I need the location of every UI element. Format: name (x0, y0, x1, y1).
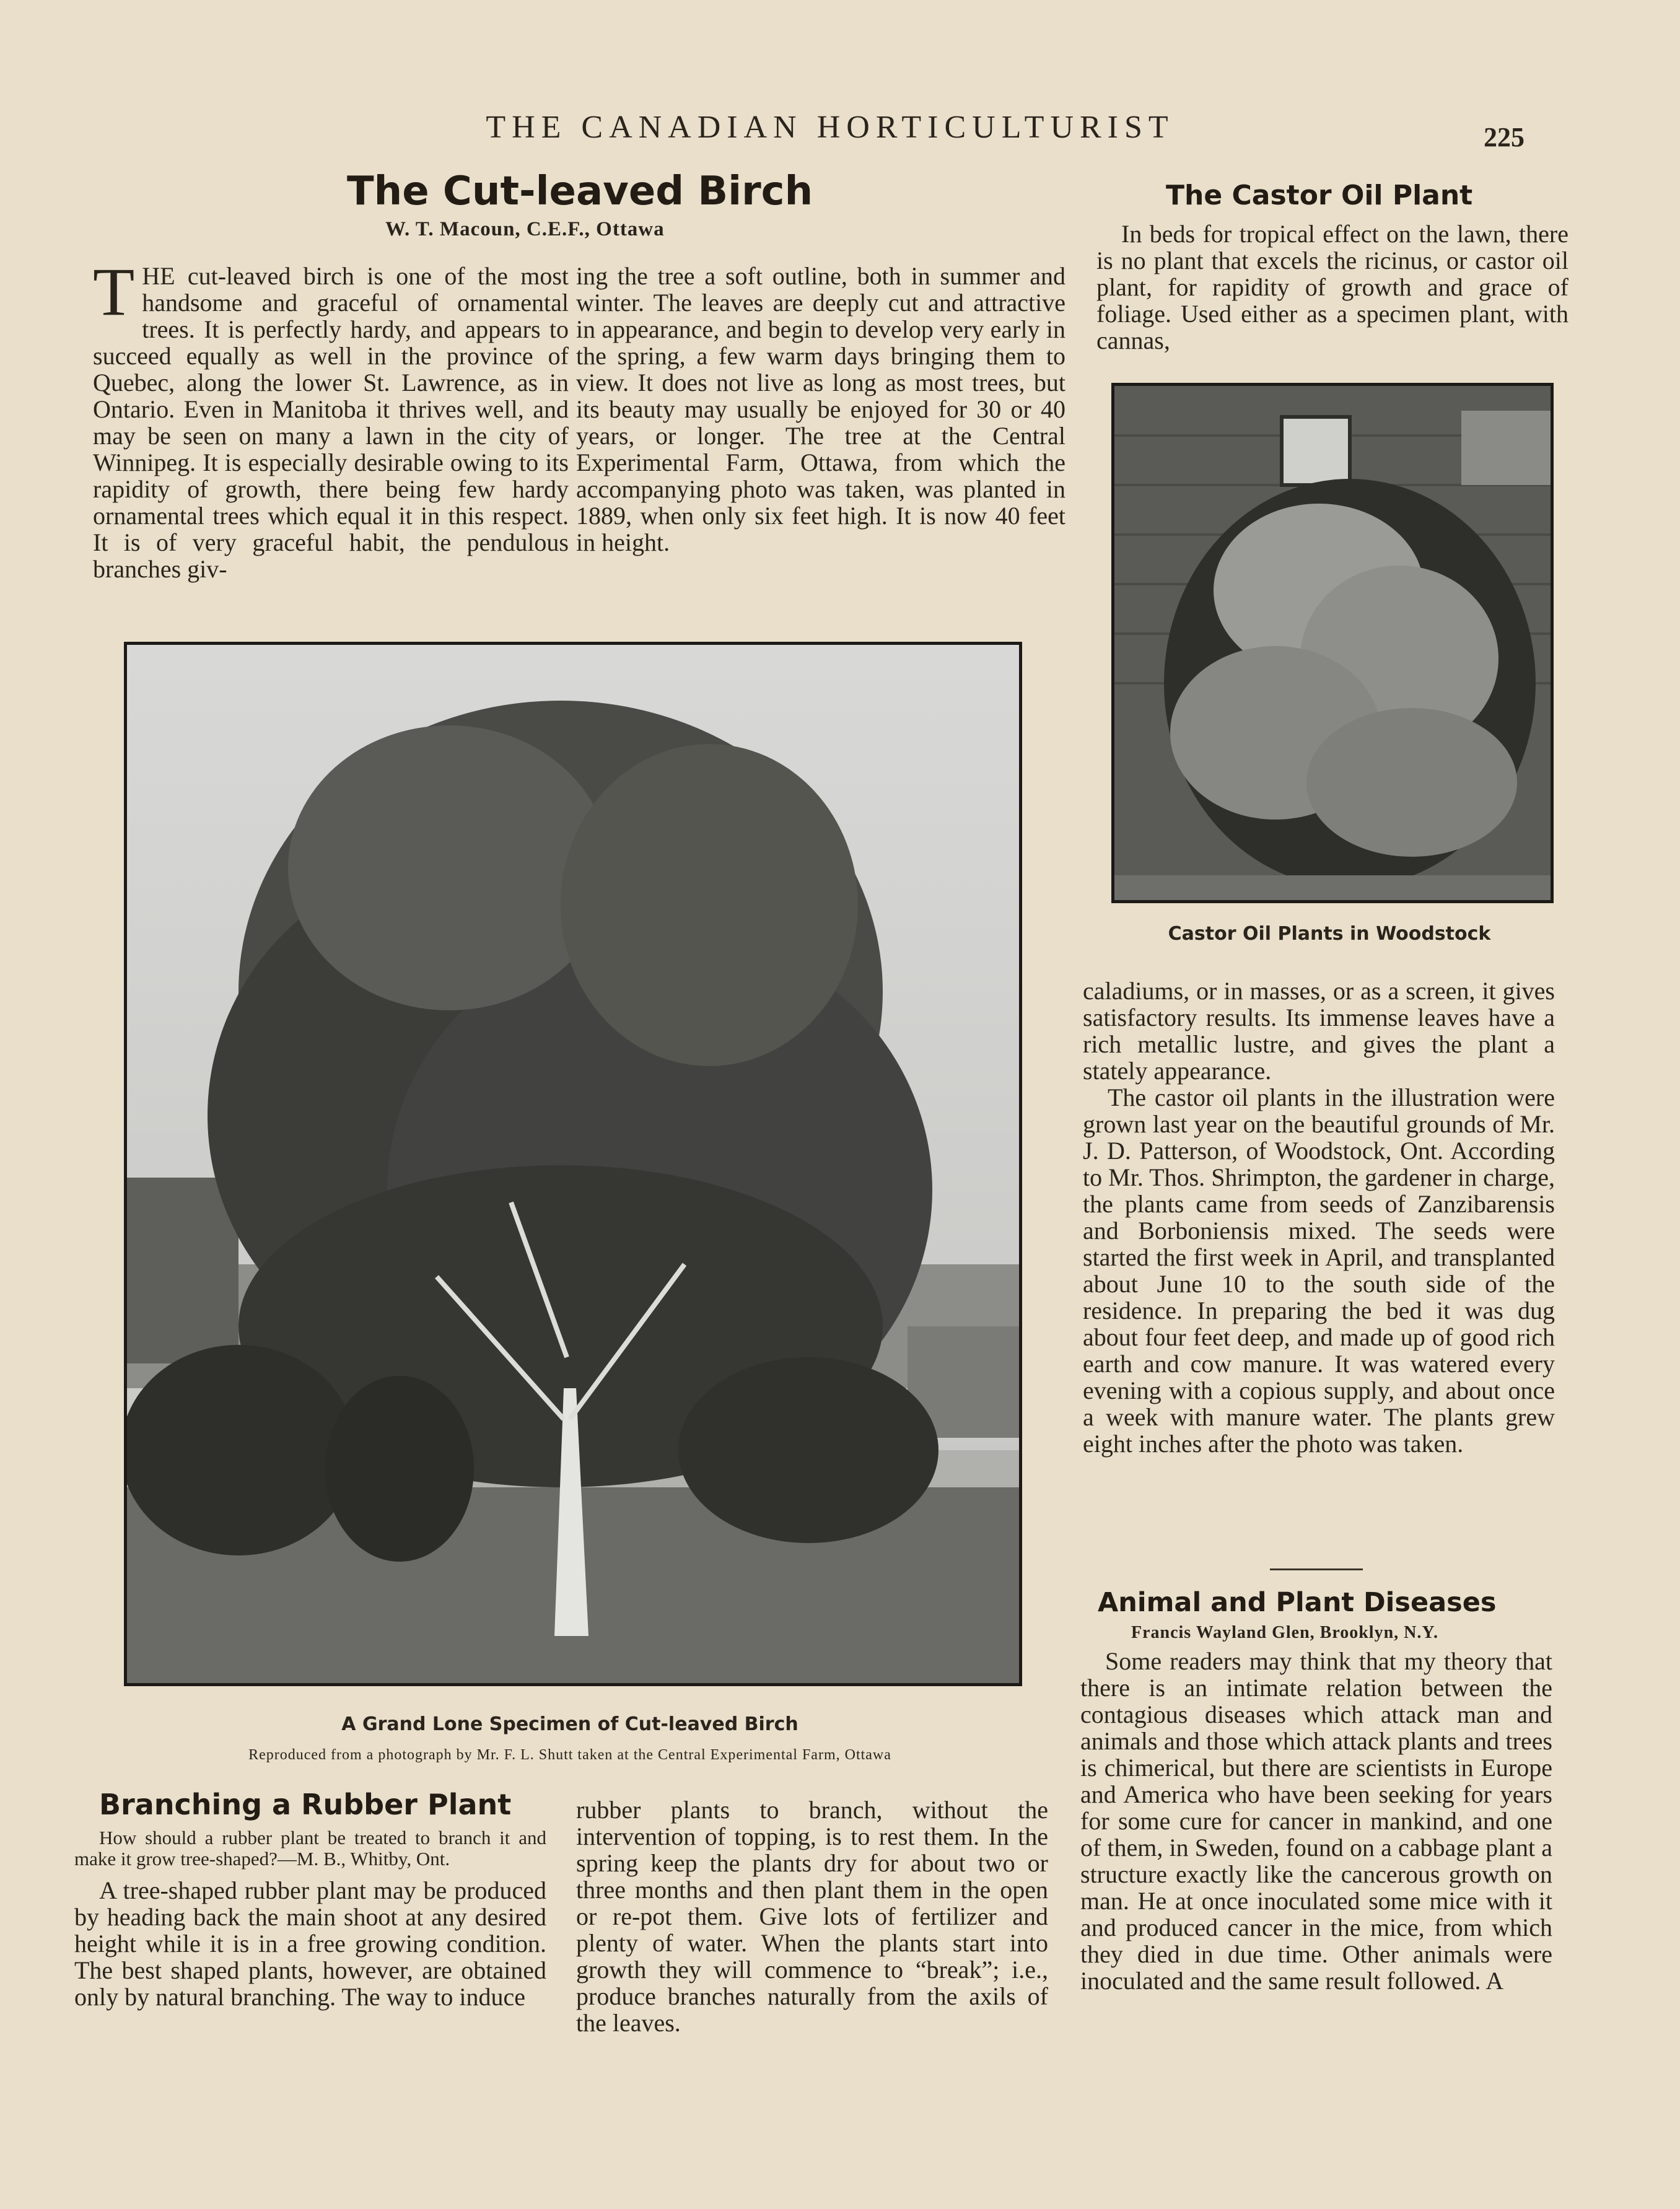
birch-paragraph-1 (93, 254, 569, 583)
page-number: 225 (1484, 122, 1525, 152)
running-header: THE CANADIAN HORTICULTURIST (486, 110, 1175, 145)
disease-column (1080, 1648, 1552, 1994)
birch-credit: Reproduced from a photograph by Mr. F. L. Shutt taken at the Central Experimental Farm, Ottawa (248, 1747, 891, 1763)
castor-plant-illustration (1114, 386, 1551, 900)
rubber-question: How should a rubber plant be treated to branch it and make it grow tree-shaped?—M. B., Whitby, Ont. (74, 1827, 546, 1870)
castor-paragraph-1: caladiums, or in masses, or as a screen, it gives satisfactory results. Its immense leaves have a rich metallic lustre, and gives the plant a stately appearance. (1083, 977, 1555, 1085)
castor-intro: In beds for tropical effect on the lawn, there is no plant that excels the ricinus, or castor oil plant, for rapidity of growth and grace of foliage. Used either as a specimen plant, with cannas, (1096, 220, 1568, 354)
birch-byline: W. T. Macoun, C.E.F., Ottawa (385, 218, 665, 240)
rubber-answer-2: rubber plants to branch, without the intervention of topping, is to rest them. In the spring keep the plants dry for about two or three months and then plant them in the open or re-pot them. Give lots of fertilizer and plenty of water. When the plants start into growth they will commence to “break”; i.e., produce branches naturally from the axils of the leaves. (576, 1796, 1048, 2037)
castor-photo (1111, 383, 1554, 903)
castor-title: The Castor Oil Plant (1166, 180, 1473, 211)
castor-intro-column (1096, 221, 1568, 354)
rubber-answer-1: A tree-shaped rubber plant may be produced by heading back the main shoot at any desired height while it is in a free growing condition. The best shaped plants, however, are obtained only by natural branching. The way to induce (74, 1876, 546, 2011)
disease-text: Some readers may think that my theory that there is an intimate relation between the contagious diseases which attack man and animals and those which attack plants and trees is chimerical, but there are scientists in Europe and America who have been seeking for years for some cure for cancer in mankind, and one of them, in Sweden, found on a cabbage plant a structure exactly like the cancerous growth on man. He at once inoculated some mice with it and produced cancer in the mice, from which they died in due time. Other animals were inoculated and the same result followed. A (1080, 1647, 1552, 1995)
birch-column-1 (93, 254, 569, 583)
birch-text-1: HE cut-leaved birch is one of the most handsome and graceful of ornamental trees. It is perfectly hardy, and appears to succeed equally as well in the province of Quebec, along the lower St. Lawrence, as in Ontario. Even in Manitoba it thrives well, and may be seen on many a lawn in the city of Winnipeg. It is especially desirable owing to its rapidity of growth, there being few hardy ornamental trees which equal it in this respect. It is of very graceful habit, the pendulous branches giv- (93, 262, 569, 583)
birch-photo (124, 642, 1022, 1686)
drop-cap: T (93, 254, 135, 330)
disease-byline: Francis Wayland Glen, Brooklyn, N.Y. (1131, 1623, 1439, 1642)
birch-column-2 (576, 263, 1065, 556)
section-divider (1270, 1568, 1363, 1570)
rubber-column-1 (74, 1827, 546, 2010)
castor-paragraph-2: The castor oil plants in the illustration were grown last year on the beautiful grounds of Mr. J. D. Patterson, of Woodstock, Ont. According to Mr. Thos. Shrimpton, the gardener in charge, the plants came from seeds of Zanzibarensis and Borboniensis mixed. The seeds were started the first week in April, and transplanted about June 10 to the south side of the residence. In preparing the bed it was dug about four feet deep, and made up of good rich earth and cow manure. It was watered every evening with a copious supply, and about once a week with manure water. The plants grew eight inches after the photo was taken. (1083, 1083, 1555, 1458)
birch-text-2: ing the tree a soft outline, both in summer and winter. The leaves are deeply cut and attractive in appearance, and begin to develop very early in the spring, a few warm days bringing them to view. It does not live as long as most trees, but its beauty may usually be enjoyed for 30 or 40 years, or longer. The tree at the Central Experimental Farm, Ottawa, from which the accompanying photo was taken, was planted in 1889, when only six feet high. It is now 40 feet in height. (576, 262, 1065, 556)
castor-body-column (1083, 978, 1555, 1457)
rubber-column-2 (576, 1796, 1048, 2036)
rubber-title: Branching a Rubber Plant (99, 1788, 512, 1821)
castor-caption: Castor Oil Plants in Woodstock (1168, 923, 1491, 945)
disease-title: Animal and Plant Diseases (1098, 1587, 1497, 1618)
birch-title: The Cut-leaved Birch (347, 168, 813, 214)
birch-caption: A Grand Lone Specimen of Cut-leaved Birch (341, 1713, 798, 1735)
birch-tree-illustration (127, 645, 1019, 1683)
